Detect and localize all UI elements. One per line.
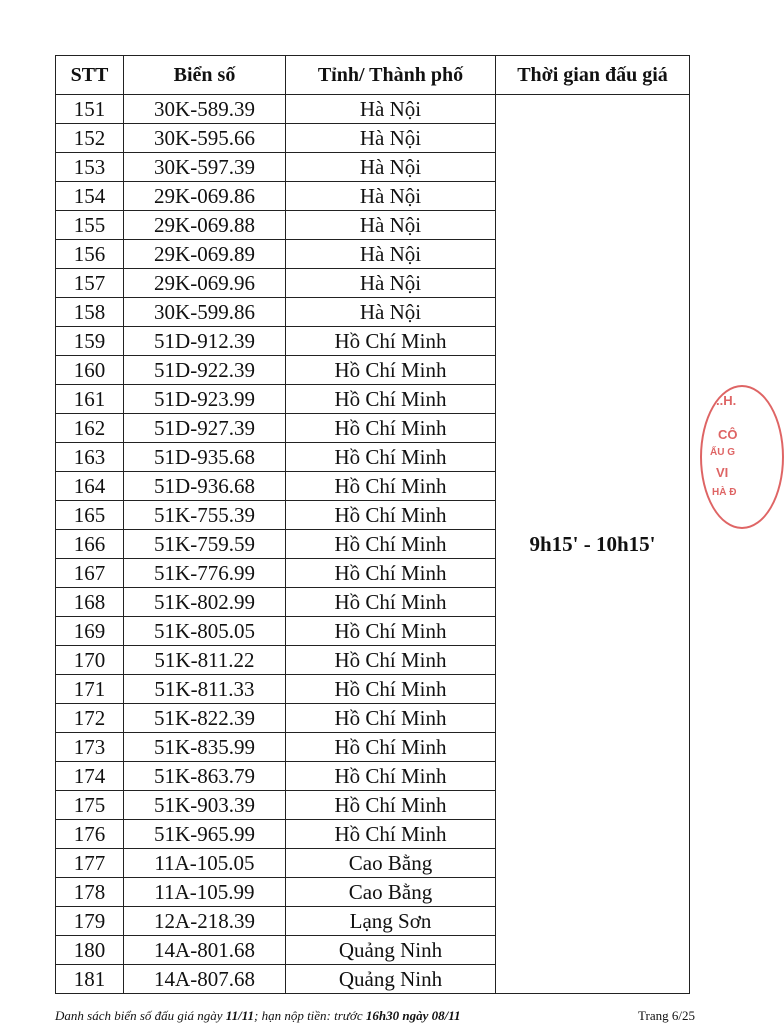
cell-stt: 158 (56, 298, 124, 327)
cell-plate: 51K-776.99 (124, 559, 286, 588)
cell-province: Hồ Chí Minh (286, 385, 496, 414)
auction-time-cell: 9h15' - 10h15' (496, 95, 690, 994)
cell-province: Hồ Chí Minh (286, 588, 496, 617)
cell-province: Hồ Chí Minh (286, 414, 496, 443)
cell-stt: 176 (56, 820, 124, 849)
cell-plate: 11A-105.99 (124, 878, 286, 907)
cell-stt: 178 (56, 878, 124, 907)
cell-plate: 51K-805.05 (124, 617, 286, 646)
cell-stt: 180 (56, 936, 124, 965)
cell-plate: 30K-595.66 (124, 124, 286, 153)
page-footer (55, 1008, 695, 1024)
cell-plate: 29K-069.88 (124, 211, 286, 240)
cell-province: Lạng Sơn (286, 907, 496, 936)
cell-province: Hồ Chí Minh (286, 501, 496, 530)
cell-plate: 29K-069.89 (124, 240, 286, 269)
header-province: Tỉnh/ Thành phố (286, 56, 496, 95)
cell-stt: 179 (56, 907, 124, 936)
footer-date: 11/11 (225, 1008, 254, 1023)
cell-province: Hà Nội (286, 124, 496, 153)
cell-stt: 157 (56, 269, 124, 298)
cell-stt: 159 (56, 327, 124, 356)
stamp-fragment: ..H. (716, 393, 737, 408)
cell-stt: 169 (56, 617, 124, 646)
cell-province: Hà Nội (286, 298, 496, 327)
cell-province: Cao Bằng (286, 878, 496, 907)
cell-province: Hà Nội (286, 182, 496, 211)
stamp-fragment: HÀ Đ (712, 487, 737, 498)
header-stt: STT (56, 56, 124, 95)
stamp-fragment: CÔ (718, 427, 738, 442)
stamp-fragment: VI (716, 465, 729, 480)
red-stamp (700, 385, 784, 529)
cell-stt: 181 (56, 965, 124, 994)
cell-province: Quảng Ninh (286, 936, 496, 965)
table-header-row (56, 56, 690, 95)
cell-plate: 29K-069.96 (124, 269, 286, 298)
stamp-fragment: ẤU G (710, 447, 735, 458)
cell-province: Hồ Chí Minh (286, 762, 496, 791)
cell-plate: 12A-218.39 (124, 907, 286, 936)
cell-plate: 51D-922.39 (124, 356, 286, 385)
cell-province: Hà Nội (286, 153, 496, 182)
cell-plate: 51K-802.99 (124, 588, 286, 617)
cell-stt: 177 (56, 849, 124, 878)
cell-plate: 14A-801.68 (124, 936, 286, 965)
cell-plate: 51K-835.99 (124, 733, 286, 762)
cell-province: Hồ Chí Minh (286, 733, 496, 762)
cell-plate: 51D-912.39 (124, 327, 286, 356)
cell-stt: 162 (56, 414, 124, 443)
footer-mid: ; hạn nộp tiền: trước (253, 1008, 363, 1023)
cell-province: Hồ Chí Minh (286, 617, 496, 646)
cell-plate: 30K-599.86 (124, 298, 286, 327)
cell-province: Quảng Ninh (286, 965, 496, 994)
cell-stt: 173 (56, 733, 124, 762)
cell-stt: 168 (56, 588, 124, 617)
plates-table (55, 55, 690, 994)
cell-province: Hồ Chí Minh (286, 356, 496, 385)
cell-plate: 51D-936.68 (124, 472, 286, 501)
table-body (56, 95, 690, 994)
cell-stt: 175 (56, 791, 124, 820)
cell-stt: 166 (56, 530, 124, 559)
table-row (56, 95, 690, 124)
cell-plate: 29K-069.86 (124, 182, 286, 211)
cell-plate: 51D-935.68 (124, 443, 286, 472)
cell-plate: 51K-903.39 (124, 791, 286, 820)
cell-plate: 14A-807.68 (124, 965, 286, 994)
cell-stt: 156 (56, 240, 124, 269)
cell-province: Cao Bằng (286, 849, 496, 878)
cell-province: Hồ Chí Minh (286, 559, 496, 588)
cell-plate: 51K-811.22 (124, 646, 286, 675)
footer-deadline: 16h30 ngày 08/11 (365, 1008, 461, 1023)
cell-plate: 11A-105.05 (124, 849, 286, 878)
footer-prefix: Danh sách biển số đấu giá ngày (55, 1008, 223, 1023)
cell-province: Hà Nội (286, 95, 496, 124)
cell-province: Hồ Chí Minh (286, 675, 496, 704)
cell-stt: 160 (56, 356, 124, 385)
cell-plate: 30K-589.39 (124, 95, 286, 124)
cell-province: Hồ Chí Minh (286, 327, 496, 356)
cell-province: Hồ Chí Minh (286, 791, 496, 820)
cell-stt: 174 (56, 762, 124, 791)
cell-stt: 170 (56, 646, 124, 675)
cell-stt: 153 (56, 153, 124, 182)
cell-plate: 51K-759.59 (124, 530, 286, 559)
cell-stt: 161 (56, 385, 124, 414)
cell-province: Hồ Chí Minh (286, 820, 496, 849)
header-auction-time: Thời gian đấu giá (496, 56, 690, 95)
cell-plate: 51K-755.39 (124, 501, 286, 530)
cell-province: Hà Nội (286, 240, 496, 269)
cell-plate: 30K-597.39 (124, 153, 286, 182)
page-number: Trang 6/25 (638, 1008, 695, 1023)
cell-stt: 163 (56, 443, 124, 472)
cell-plate: 51K-965.99 (124, 820, 286, 849)
cell-stt: 154 (56, 182, 124, 211)
cell-stt: 167 (56, 559, 124, 588)
cell-province: Hà Nội (286, 269, 496, 298)
cell-plate: 51K-822.39 (124, 704, 286, 733)
cell-plate: 51K-811.33 (124, 675, 286, 704)
cell-province: Hồ Chí Minh (286, 646, 496, 675)
cell-stt: 171 (56, 675, 124, 704)
cell-plate: 51D-923.99 (124, 385, 286, 414)
cell-province: Hồ Chí Minh (286, 443, 496, 472)
cell-stt: 164 (56, 472, 124, 501)
cell-plate: 51K-863.79 (124, 762, 286, 791)
cell-stt: 165 (56, 501, 124, 530)
cell-stt: 151 (56, 95, 124, 124)
cell-province: Hồ Chí Minh (286, 472, 496, 501)
cell-province: Hà Nội (286, 211, 496, 240)
header-plate: Biển số (124, 56, 286, 95)
cell-province: Hồ Chí Minh (286, 530, 496, 559)
cell-province: Hồ Chí Minh (286, 704, 496, 733)
cell-stt: 172 (56, 704, 124, 733)
cell-stt: 152 (56, 124, 124, 153)
cell-plate: 51D-927.39 (124, 414, 286, 443)
cell-stt: 155 (56, 211, 124, 240)
